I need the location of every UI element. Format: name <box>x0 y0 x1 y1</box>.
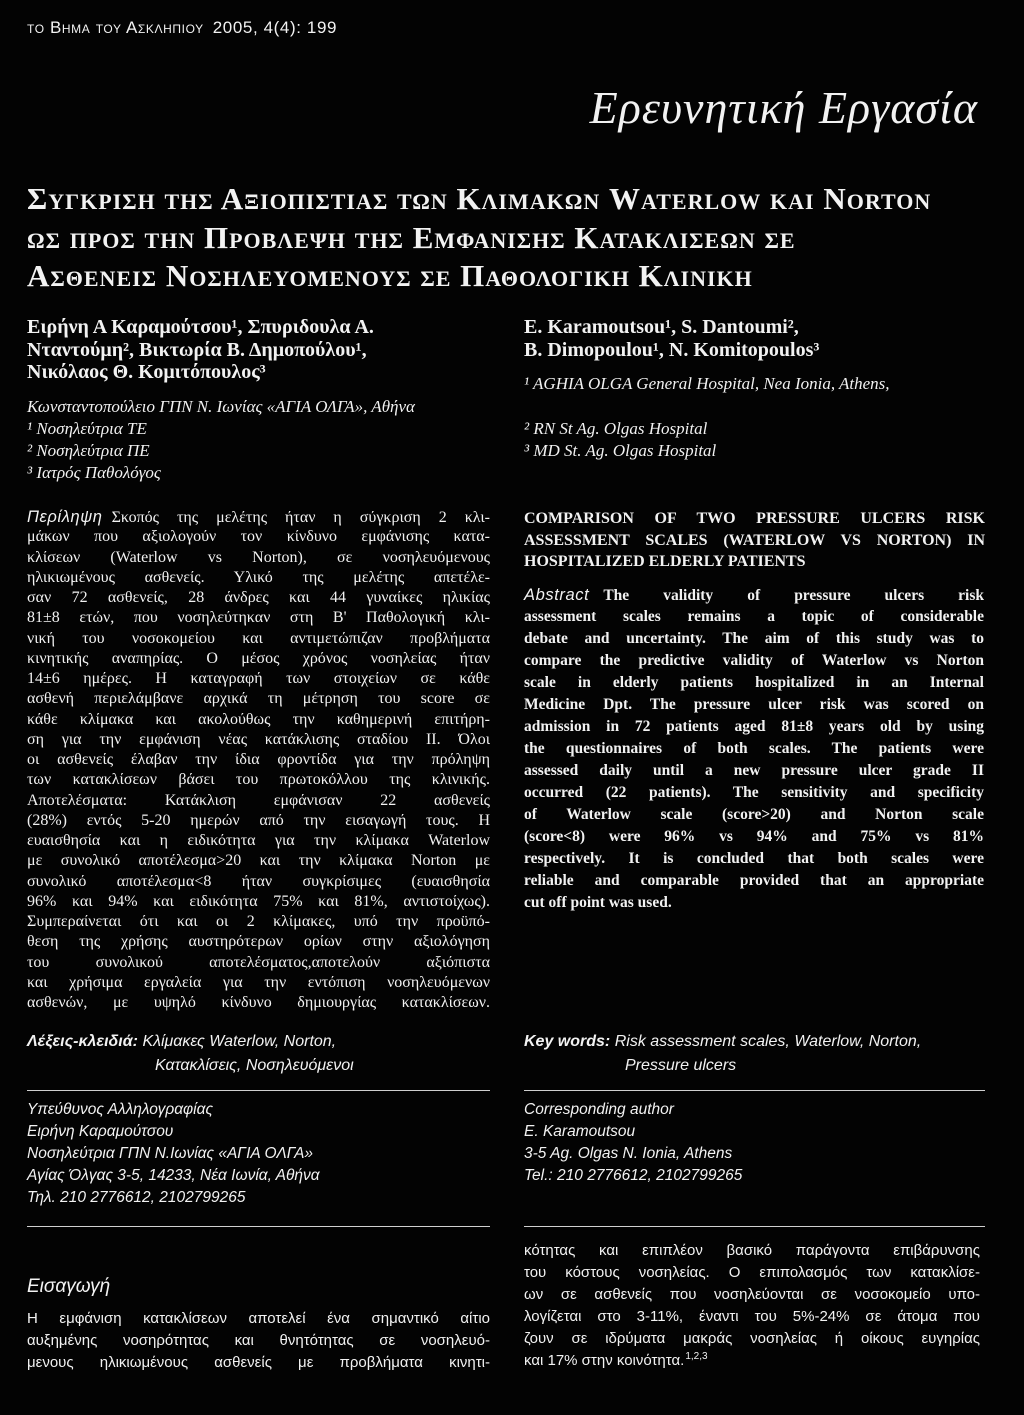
abstract-line: compare the predictive validity of Waterlow vs Norton <box>524 652 984 669</box>
keywords-english <box>524 1030 921 1078</box>
abstract-line: με συνολικό αποτέλεσμα>20 και την κλίμακα Norton με <box>27 852 490 870</box>
correspondence-line: Υπεύθυνος Αλληλογραφίας <box>27 1101 213 1118</box>
abstract-line: σαν 72 ασθενείς, 28 άνδρες και 44 γυναίκες ηλικίας <box>27 589 490 606</box>
journal-issue: 2005, 4(4): 199 <box>212 18 338 37</box>
abstract-english-label: Abstract <box>524 586 590 604</box>
body-line: λογίζεται στο 3-11%, έναντι του 5%-24% σε άτομα που <box>524 1308 980 1325</box>
correspondence-line: Αγίας Όλγας 3-5, 14233, Νέα Ιωνία, Αθήνα <box>27 1167 320 1184</box>
keywords-greek-line-1 <box>27 1030 354 1054</box>
affiliation-line: ³ Ιατρός Παθολόγος <box>27 463 161 482</box>
correspondence-line: Tel.: 210 2776612, 2102799265 <box>524 1167 743 1184</box>
body-line: του κόστους νοσηλείας. Ο επιπολασμός των κατακλίσε- <box>524 1264 980 1281</box>
abstract-line: θεση της χρήσης αυστηρότερων ορίων στην αξιολόγηση <box>27 933 490 951</box>
abstract-line: admission in 72 patients aged 81±8 years old by using <box>524 718 984 735</box>
heading-line: ASSESSMENT SCALES (WATERLOW VS NORTON) IN <box>524 531 985 549</box>
body-line: ζουν σε ιδρύματα μακράς νοσηλείας ή οίκους ευγηρίας <box>524 1330 980 1347</box>
author-line: Ειρήνη Α Καραμούτσου¹, Σπυριδουλα Α. <box>27 316 374 338</box>
introduction-left-column <box>27 1308 490 1374</box>
abstract-line: κινητικής αναπηρίας. Ο μέσος χρόνος νοσηλείας ήταν <box>27 649 490 667</box>
keywords-greek-label: Λέξεις-κλειδιά: <box>27 1033 138 1050</box>
author-line: E. Karamoutsou¹, S. Dantoumi², <box>524 316 799 338</box>
affiliation-line: ² RN St Ag. Olgas Hospital <box>524 419 708 438</box>
correspondence-line: Τηλ. 210 2776612, 2102799265 <box>27 1189 246 1206</box>
author-line: Νταντούμη², Βικτωρία Β. Δημοπούλου¹, <box>27 338 367 361</box>
abstract-line: ευαισθησία και η ειδικότητα για την κλίμακα Waterlow <box>27 832 490 849</box>
abstract-greek-first-line <box>27 507 490 527</box>
correspondence-line: 3-5 Ag. Olgas N. Ionia, Athens <box>524 1145 733 1162</box>
abstract-line: scale in elderly patients hospitalized in an Internal <box>524 674 984 691</box>
abstract-line: και χρήσιμα εργαλεία για την εντόπιση νοσηλευόμενων <box>27 973 490 991</box>
title-line: ως προς την Προβλεψη της Εμφανισης Κατακλισεων σε <box>27 219 796 255</box>
abstract-line: cut off point was used. <box>524 894 672 911</box>
abstract-line: Αποτελέσματα: Κατάκλιση εμφάνισαν 22 ασθενείς <box>27 791 490 809</box>
keywords-greek-values-2: Κατακλίσεις, Νοσηλευόμενοι <box>155 1057 354 1074</box>
abstract-english-heading <box>524 508 985 573</box>
title-line: Συγκριση της Αξιοπιστιας των Κλιμακων Waterlow και Norton <box>27 181 932 216</box>
body-line: ων σε ασθενείς που νοσηλεύονται σε νοσοκομείο υπο- <box>524 1286 980 1303</box>
keywords-english-values-1: Risk assessment scales, Waterlow, Norton, <box>614 1033 922 1050</box>
article-title <box>27 180 1017 296</box>
abstract-line: Συμπεραίνεται ότι και οι 2 κλίμακες, υπό την προϋπό- <box>27 913 490 930</box>
affiliation-line: Κωνσταντοπούλειο ΓΠΝ Ν. Ιωνίας «ΑΓΙΑ ΟΛΓΑ», Αθήνα <box>27 397 415 416</box>
abstract-line: the questionnaires of both scales. The patients were <box>524 740 984 757</box>
abstract-line: reliable and comparable provided that an appropriate <box>524 872 984 889</box>
authors-greek <box>27 316 374 384</box>
heading-line: COMPARISON OF TWO PRESSURE ULCERS RISK <box>524 510 985 527</box>
abstract-line: μάκων που αξιολογούν τον κίνδυνο εμφάνισης κατα- <box>27 528 490 546</box>
journal-name: το Βημα του Ασκληπιου <box>27 18 204 37</box>
abstract-greek-first-text: Σκοπός της μελέτης ήταν η σύγκριση 2 κλι- <box>111 509 490 526</box>
correspondence-line: Νοσηλεύτρια ΓΠΝ Ν.Ιωνίας «ΑΓΙΑ ΟΛΓΑ» <box>27 1145 314 1162</box>
abstract-line: assessed daily until a new pressure ulcer grade II <box>524 762 984 779</box>
author-line: B. Dimopoulou¹, N. Komitopoulos³ <box>524 338 820 361</box>
affiliations-english <box>524 418 716 462</box>
introduction-right-column <box>524 1240 980 1350</box>
divider <box>524 1090 985 1091</box>
abstract-line: (score<8) were 96% vs 94% and 75% vs 81% <box>524 828 984 845</box>
abstract-line: ση για την εμφάνιση νέας κατάκλισης σταδίου ΙΙ. Όλοι <box>27 730 490 748</box>
introduction-heading: Εισαγωγή <box>27 1276 111 1297</box>
abstract-line: κάθε κλίμακα και ακολούθως την καθημερινή επιτήρη- <box>27 710 490 728</box>
body-line: αυξημένης νοσηρότητας και θνητότητας σε νοσηλευό- <box>27 1332 490 1349</box>
keywords-english-values-2: Pressure ulcers <box>625 1057 737 1074</box>
affiliation-line: ³ MD St. Ag. Olgas Hospital <box>524 441 717 460</box>
divider <box>524 1226 985 1227</box>
introduction-last-text: και 17% στην κοινότητα. <box>524 1352 685 1369</box>
abstract-line: οι ασθενείς έλαβαν την ίδια φροντίδα για την πρόληψη <box>27 751 490 768</box>
affiliation-line: ² Νοσηλεύτρια ΠΕ <box>27 441 150 460</box>
abstract-line: assessment scales remains a topic of considerable <box>524 608 984 625</box>
abstract-line: του συνολικού αποτελέσματος,αποτελούν αξιόπιστα <box>27 953 490 971</box>
abstract-line: νική του νοσοκομείου και αντιμετώπιζαν προβλήματα <box>27 629 490 647</box>
author-line: Νικόλαος Θ. Κομιτόπουλος³ <box>27 361 266 383</box>
keywords-greek-values-1: Κλίμακες Waterlow, Norton, <box>142 1033 337 1050</box>
keywords-english-line-1 <box>524 1030 921 1054</box>
abstract-line: Medicine Dpt. The pressure ulcer risk was scored on <box>524 696 984 713</box>
correspondence-line: Corresponding author <box>524 1101 674 1118</box>
abstract-line: ασθενών, με υψηλό κίνδυνο δημιουργίας κατακλίσεων. <box>27 994 490 1011</box>
title-line: Ασθενεις Νοσηλευομενους σε Παθολογικη Κλινικη <box>27 258 753 293</box>
affiliation-line: ¹ Νοσηλεύτρια ΤΕ <box>27 419 147 438</box>
divider <box>27 1226 490 1227</box>
section-label: Ερευνητική Εργασία <box>589 82 978 133</box>
reference-marks: 1,2,3 <box>685 1351 708 1362</box>
abstract-line: of Waterlow scale (score>20) and Norton scale <box>524 806 984 823</box>
body-line: μενους ηλικιωμένους ασθενείς με προβλήματα κινητι- <box>27 1354 490 1371</box>
abstract-line: respectively. It is concluded that both scales were <box>524 850 984 867</box>
body-line: Η εμφάνιση κατακλίσεων αποτελεί ένα σημαντικό αίτιο <box>27 1310 490 1327</box>
abstract-greek-label: Περίληψη <box>27 508 103 526</box>
affiliation-main-english: ¹ AGHIA OLGA General Hospital, Nea Ionia, Athens, <box>524 374 890 393</box>
abstract-line: ηλικιωμένους ασθενείς. Υλικό της μελέτης απετέλε- <box>27 568 490 586</box>
abstract-english-first-text: The validity of pressure ulcers risk <box>603 587 984 604</box>
abstract-line: συνολικό αποτέλεσμα<8 ήταν συγκρίσιμες (ευαισθησία <box>27 872 490 890</box>
abstract-line: 96% και 94% και ειδικότητα 75% και 81%, αντιστοίχως). <box>27 892 490 910</box>
abstract-greek-body <box>27 527 490 1013</box>
abstract-line: occurred (22 patients). The sensitivity and specificity <box>524 784 984 801</box>
introduction-last-line <box>524 1350 708 1372</box>
divider <box>27 1090 490 1091</box>
abstract-english-body <box>524 606 984 914</box>
running-header <box>27 17 337 39</box>
abstract-line: 81±8 ετών, που νοσηλεύτηκαν στη Β' Παθολογική κλι- <box>27 609 490 627</box>
correspondence-english <box>524 1099 742 1187</box>
abstract-line: (28%) εντός 5-20 ημερών από την εισαγωγή τους. Η <box>27 811 490 829</box>
abstract-line: 14±6 ημέρες. Η καταγραφή των στοιχείων σε κάθε <box>27 670 490 687</box>
abstract-line: των κατακλίσεων βάσει του πρωτοκόλλου της κλινικής. <box>27 771 490 789</box>
correspondence-greek <box>27 1099 320 1209</box>
abstract-line: ασθενή περιελάμβανε αρχικά τη μέτρηση του score σε <box>27 690 490 708</box>
body-line: κότητας και επιπλέον βασικό παράγοντα επιβάρυνσης <box>524 1242 980 1259</box>
abstract-line: debate and uncertainty. The aim of this study was to <box>524 630 984 647</box>
authors-english <box>524 316 819 361</box>
keywords-greek <box>27 1030 354 1078</box>
abstract-english-first-line <box>524 584 984 606</box>
affiliations-greek <box>27 396 415 484</box>
correspondence-line: Ειρήνη Καραμούτσου <box>27 1123 174 1140</box>
correspondence-line: E. Karamoutsou <box>524 1123 636 1140</box>
heading-line: HOSPITALIZED ELDERLY PATIENTS <box>524 553 806 570</box>
abstract-line: κλίσεων (Waterlow vs Norton), σε νοσηλευόμενους <box>27 548 490 566</box>
keywords-english-label: Key words: <box>524 1033 611 1050</box>
